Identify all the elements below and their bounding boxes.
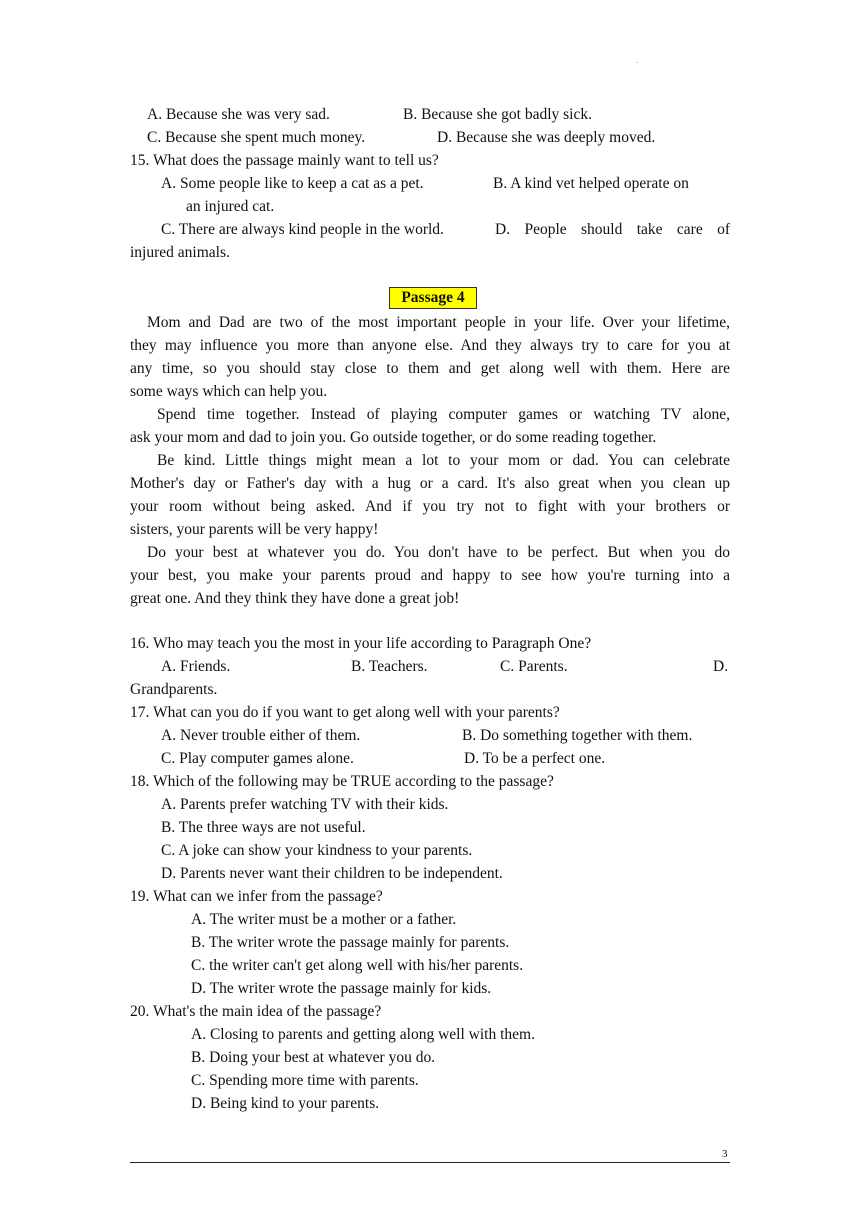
passage-line: some ways which can help you. [130, 383, 328, 400]
passage-line: sisters, your parents will be very happy! [130, 521, 379, 538]
passage-line: your room without being asked. And if you try not to fight with your brothers or [130, 498, 730, 515]
q17-option-d: D. To be a perfect one. [464, 750, 606, 767]
q19-stem: 19. What can we infer from the passage? [130, 888, 383, 905]
q18-option-b: B. The three ways are not useful. [161, 819, 366, 836]
q17-option-c: C. Play computer games alone. [161, 750, 354, 767]
passage-line: ask your mom and dad to join you. Go outside together, or do some reading together. [130, 429, 657, 446]
q15-option-d: D. People should take care of [495, 221, 730, 238]
q14-option-c: C. Because she spent much money. [147, 129, 366, 146]
q18-option-d: D. Parents never want their children to be independent. [161, 865, 503, 882]
q14-option-d: D. Because she was deeply moved. [437, 129, 656, 146]
q15-option-b-cont: an injured cat. [186, 198, 275, 215]
q20-option-d: D. Being kind to your parents. [191, 1095, 380, 1112]
header-mark: . [636, 56, 638, 65]
passage-title: Passage 4 [389, 287, 477, 309]
page-number: 3 [722, 1148, 728, 1160]
q17-option-b: B. Do something together with them. [462, 727, 693, 744]
q20-stem: 20. What's the main idea of the passage? [130, 1003, 382, 1020]
passage-line: Be kind. Little things might mean a lot to your mom or dad. You can celebrate [157, 452, 730, 469]
passage-line: any time, so you should stay close to them and get along well with them. Here are [130, 360, 730, 377]
q18-option-a: A. Parents prefer watching TV with their kids. [161, 796, 449, 813]
q16-option-c: C. Parents. [500, 658, 568, 675]
q18-option-c: C. A joke can show your kindness to your parents. [161, 842, 473, 859]
q16-option-b: B. Teachers. [351, 658, 428, 675]
q15-option-c: C. There are always kind people in the world. [161, 221, 444, 238]
q19-option-a: A. The writer must be a mother or a father. [191, 911, 457, 928]
passage-line: Mom and Dad are two of the most important people in your life. Over your lifetime, [147, 314, 730, 331]
q14-option-b: B. Because she got badly sick. [403, 106, 592, 123]
q17-option-a: A. Never trouble either of them. [161, 727, 361, 744]
q20-option-c: C. Spending more time with parents. [191, 1072, 419, 1089]
q16-stem: 16. Who may teach you the most in your life according to Paragraph One? [130, 635, 592, 652]
passage-line: Spend time together. Instead of playing computer games or watching TV alone, [157, 406, 730, 423]
q20-option-a: A. Closing to parents and getting along well with them. [191, 1026, 535, 1043]
q15-option-d-cont: injured animals. [130, 244, 230, 261]
q16-option-d-cont: Grandparents. [130, 681, 218, 698]
q15-stem: 15. What does the passage mainly want to tell us? [130, 152, 439, 169]
passage-line: they may influence you more than anyone else. And they always try to care for you at [130, 337, 730, 354]
passage-line: Mother's day or Father's day with a hug or a card. It's also great when you clean up [130, 475, 730, 492]
footer-rule [130, 1162, 730, 1163]
q18-stem: 18. Which of the following may be TRUE according to the passage? [130, 773, 554, 790]
passage-line: great one. And they think they have done a great job! [130, 590, 460, 607]
q15-option-a: A. Some people like to keep a cat as a pet. [161, 175, 424, 192]
q16-option-a: A. Friends. [161, 658, 231, 675]
passage-line: Do your best at whatever you do. You don't have to be perfect. But when you do [147, 544, 730, 561]
q20-option-b: B. Doing your best at whatever you do. [191, 1049, 436, 1066]
q19-option-d: D. The writer wrote the passage mainly for kids. [191, 980, 492, 997]
q17-stem: 17. What can you do if you want to get along well with your parents? [130, 704, 560, 721]
q16-option-d: D. [713, 658, 729, 675]
q15-option-b: B. A kind vet helped operate on [493, 175, 689, 192]
q19-option-c: C. the writer can't get along well with his/her parents. [191, 957, 524, 974]
q14-option-a: A. Because she was very sad. [147, 106, 330, 123]
q19-option-b: B. The writer wrote the passage mainly for parents. [191, 934, 510, 951]
passage-line: your best, you make your parents proud and happy to see how you're turning into a [130, 567, 730, 584]
